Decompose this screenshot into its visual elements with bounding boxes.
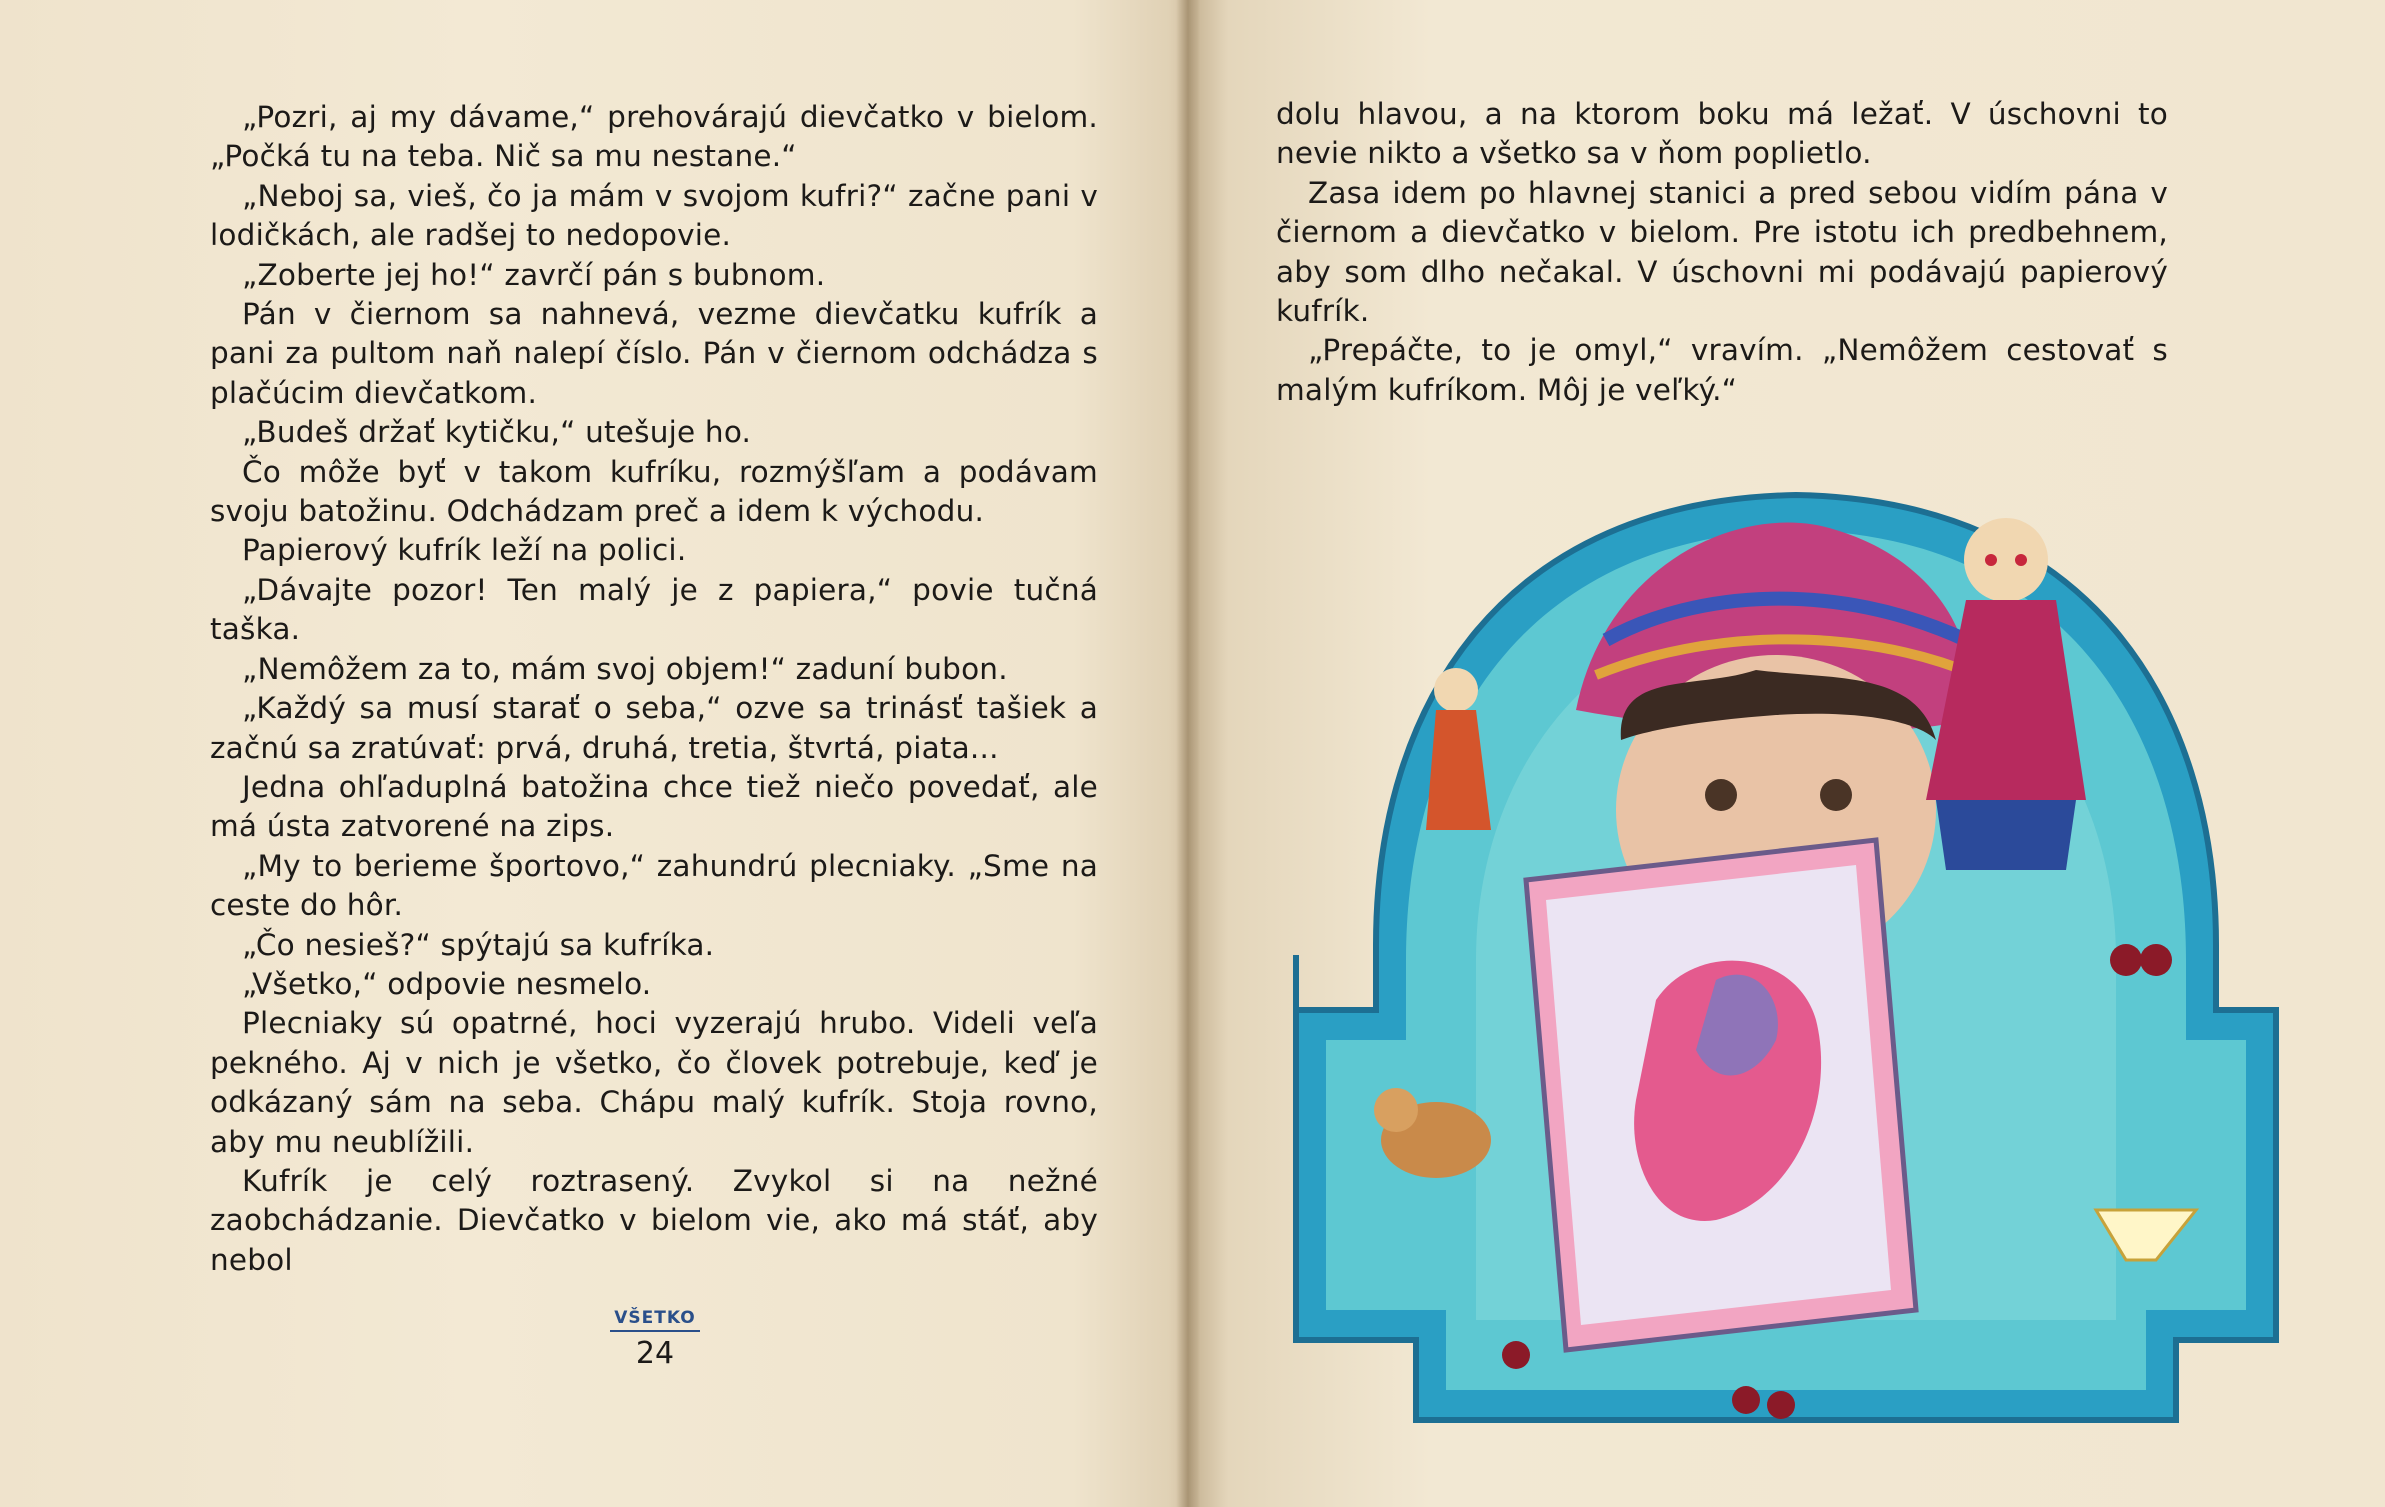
paragraph: „Všetko,“ odpovie nesmelo. [242, 966, 652, 1001]
paragraph: dolu hlavou, a na ktorom boku má ležať. V úschovni to nevie nikto a všetko sa v ňom poplietlo. [1276, 97, 2168, 171]
page-footer [600, 1308, 710, 1371]
paragraph: „Nemôžem za to, mám svoj objem!“ zaduní bubon. [242, 651, 1008, 686]
right-page [1196, 0, 2385, 1507]
paragraph: „Prepáčte, to je omyl,“ vravím. „Nemôžem cestovať s malým kufríkom. Môj je veľký.“ [1276, 333, 2168, 407]
page-number: 24 [635, 1336, 675, 1371]
paragraph: Papierový kufrík leží na polici. [242, 533, 687, 568]
paragraph: „Čo nesieš?“ spýtajú sa kufríka. [242, 927, 715, 962]
paragraph: „Pozri, aj my dávame,“ prehovárajú dievčatko v bielom. „Počká tu na teba. Nič sa mu nestane.“ [210, 100, 1098, 174]
paragraph: „Neboj sa, vieš, čo ja mám v svojom kufri?“ začne pani v lodičkách, ale radšej to nedopovie. [210, 178, 1098, 253]
paragraph: „Každý sa musí starať o seba,“ ozve sa trinásť tašiek a začnú sa zratúvať: prvá, druhá, tretia, štvrtá, piata... [210, 691, 1098, 765]
eye-left [1705, 779, 1737, 811]
paragraph: Jedna ohľaduplná batožina chce tiež niečo povedať, ale má ústa zatvorené na zips. [210, 769, 1098, 844]
book [1526, 840, 1916, 1350]
paragraph: „Dávajte pozor! Ten malý je z papiera,“ povie tučná taška. [210, 572, 1098, 647]
paragraph: Kufrík je celý roztrasený. Zvykol si na nežné zaobchádzanie. Dievčatko v bielom vie, ako má stáť, aby nebol [210, 1163, 1098, 1277]
running-title: VŠETKO [610, 1308, 699, 1332]
left-page-text [210, 98, 1098, 1280]
eye-right [1820, 779, 1852, 811]
paragraph: Pán v čiernom sa nahnevá, vezme dievčatku kufrík a pani za pultom naň nalepí číslo. Pán v čiernom odchádza s plačúcim dievčatkom. [210, 297, 1098, 410]
right-page-text [1276, 95, 2168, 410]
illustration [1276, 440, 2316, 1440]
paragraph: Plecniaky sú opatrné, hoci vyzerajú hrubo. Videli veľa pekného. Aj v nich je všetko, čo človek potrebuje, keď je odkázaný sám na seba. Chápu malý kufrík. Stoja rovno, aby mu neublížili. [210, 1006, 1098, 1159]
left-page [0, 0, 1180, 1507]
paragraph: Zasa idem po hlavnej stanici a pred sebou vidím pána v čiernom a dievčatko v bielom. Pre istotu ich predbehnem, aby som dlho nečakal. V úschovni mi podávajú papierový kufrík. [1276, 175, 2168, 329]
paragraph: „Budeš držať kytičku,“ utešuje ho. [242, 415, 752, 450]
paragraph: „My to berieme športovo,“ zahundrú plecniaky. „Sme na ceste do hôr. [210, 848, 1098, 923]
paragraph: „Zoberte jej ho!“ zavrčí pán s bubnom. [242, 257, 826, 292]
paragraph: Čo môže byť v takom kufríku, rozmýšľam a podávam svoju batožinu. Odchádzam preč a idem k východu. [210, 454, 1098, 529]
